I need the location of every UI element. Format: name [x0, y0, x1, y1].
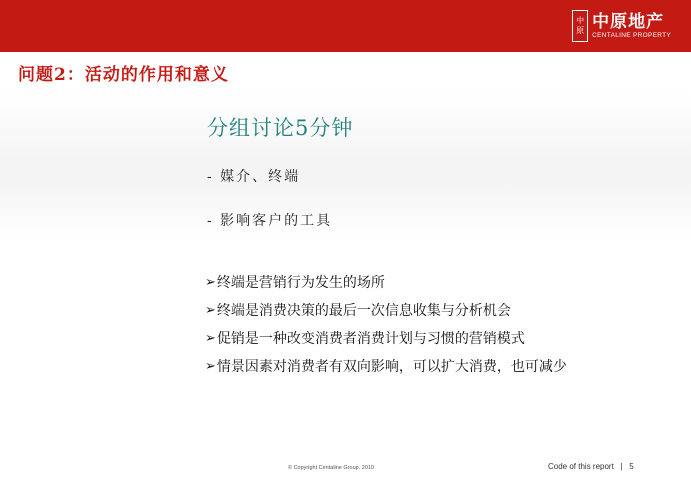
page-number: 5: [629, 462, 634, 471]
list-item: [205, 296, 567, 324]
report-code-label: Code of this report: [548, 462, 614, 471]
header-bar: [0, 0, 691, 52]
list-item: [205, 352, 567, 380]
discussion-heading: 分组讨论5分钟: [207, 116, 354, 140]
sub-item-media: - 媒介、终端: [207, 169, 301, 185]
logo-seal: [572, 10, 588, 42]
logo-seal-char: 中: [576, 16, 585, 25]
bullet-text: 终端是营销行为发生的场所: [216, 275, 385, 291]
logo-seal-char: 原: [576, 26, 585, 35]
bullet-list: [205, 268, 567, 380]
bullet-text: 促销是一种改变消费者消费计划与习惯的营销模式: [216, 331, 525, 347]
logo-name-cn: 中原地产: [592, 12, 665, 32]
list-item: [205, 268, 567, 296]
arrow-bullet-icon: ➢: [205, 302, 216, 318]
logo-name-en: CENTALINE PROPERTY: [592, 32, 671, 39]
question-title: 问题2：活动的作用和意义: [18, 65, 229, 85]
centaline-logo: [572, 7, 671, 45]
sub-item-tools: - 影响客户的工具: [207, 213, 333, 229]
page-footer: [548, 462, 634, 471]
bullet-text: 情景因素对消费者有双向影响，可以扩大消费，也可减少: [216, 359, 567, 375]
footer-separator: |: [620, 462, 623, 471]
bullet-text: 终端是消费决策的最后一次信息收集与分析机会: [216, 303, 511, 319]
arrow-bullet-icon: ➢: [205, 274, 216, 290]
list-item: [205, 324, 567, 352]
arrow-bullet-icon: ➢: [205, 330, 216, 346]
arrow-bullet-icon: ➢: [205, 358, 216, 374]
copyright-text: © Copyright Centaline Group. 2010: [288, 465, 374, 471]
